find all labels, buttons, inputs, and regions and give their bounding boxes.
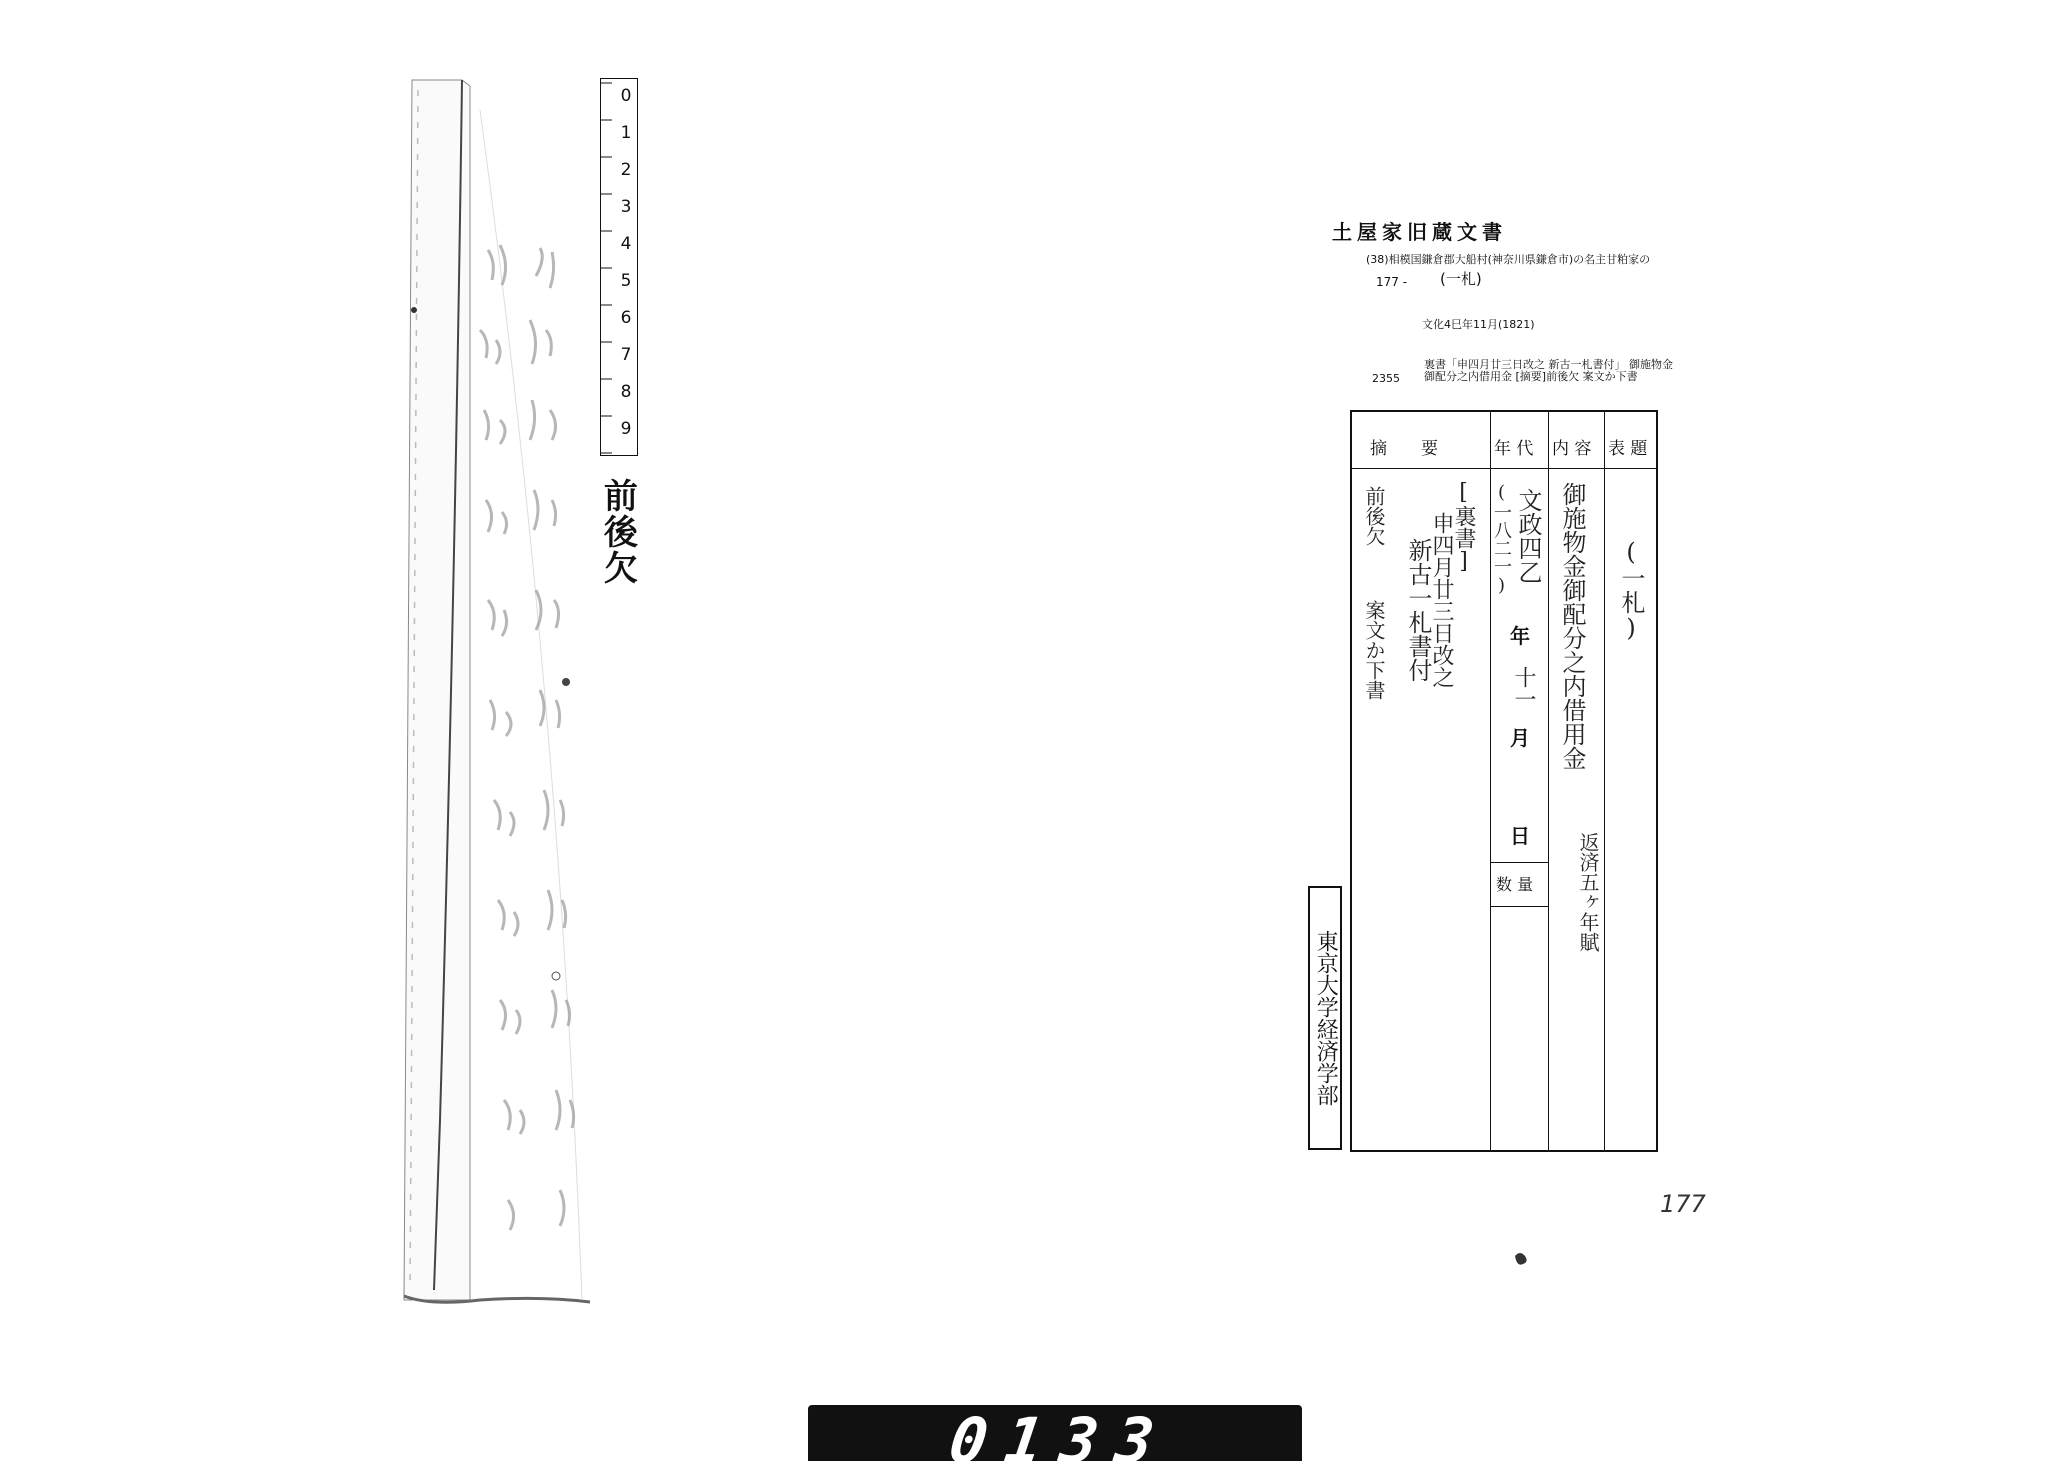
header-quantity: 数 量 bbox=[1496, 875, 1534, 894]
summary-line: 裏書「申四月廿三日改之 新古一札書付」 御施物金 bbox=[1424, 358, 1673, 371]
era-year-western: (一八二一) bbox=[1491, 482, 1512, 596]
scanned-document-strip bbox=[0, 0, 700, 1340]
header-summary: 摘 要 bbox=[1370, 439, 1438, 459]
era-month-label: 月 bbox=[1510, 726, 1530, 750]
summary-cell: 新古一札書付 bbox=[1404, 538, 1432, 682]
ruler-number: 5 bbox=[620, 271, 632, 291]
stamp-text: 東京大学経済学部 bbox=[1313, 930, 1339, 1106]
ruler-number: 2 bbox=[620, 160, 632, 180]
document-number: 177 - bbox=[1376, 275, 1408, 289]
collection-title: 土屋家旧蔵文書 bbox=[1332, 220, 1507, 244]
ruler-number: 9 bbox=[620, 419, 632, 439]
summary-cell: 申四月廿三日改之 bbox=[1429, 512, 1454, 688]
university-stamp bbox=[1308, 886, 1342, 1150]
era-year-label: 年 bbox=[1510, 624, 1530, 648]
ruler-number: 8 bbox=[620, 382, 632, 402]
content-cell: 御施物金御配分之内借用金 bbox=[1558, 482, 1586, 770]
page-number-handwritten: 177 bbox=[1660, 1190, 1706, 1218]
measurement-ruler bbox=[600, 78, 638, 456]
catalog-number: 2355 bbox=[1372, 372, 1400, 385]
era-cell: 文政四乙 bbox=[1514, 488, 1542, 584]
ruler-number: 6 bbox=[620, 308, 632, 328]
missing-label: 前後欠 bbox=[597, 478, 638, 586]
header-era: 年 代 bbox=[1494, 439, 1534, 459]
catalog-card-table bbox=[1350, 410, 1658, 1152]
summary-line: 御配分之内借用金 [摘要]前後欠 案文か下書 bbox=[1424, 370, 1638, 383]
ruler-number: 4 bbox=[620, 234, 632, 254]
collection-subtitle: (38)相模国鎌倉郡大船村(神奈川県鎌倉市)の名主甘粕家の bbox=[1366, 253, 1651, 266]
content-cell-repayment: 返済五ヶ年賦 bbox=[1576, 832, 1600, 952]
ink-blot bbox=[1512, 1250, 1530, 1266]
era-month-number: 十一 bbox=[1511, 666, 1536, 710]
title-cell: (一札) bbox=[1617, 538, 1645, 642]
column-divider bbox=[1604, 412, 1605, 1150]
frame-number: 0133 bbox=[944, 1404, 1177, 1477]
column-divider bbox=[1548, 412, 1549, 1150]
summary-cell: 前後欠 bbox=[1362, 486, 1386, 546]
date-line: 文化4巳年11月(1821) bbox=[1422, 318, 1535, 331]
ruler-number: 1 bbox=[620, 123, 632, 143]
era-day-label: 日 bbox=[1510, 824, 1530, 848]
ruler-number: 0 bbox=[620, 86, 632, 106]
header-content: 内 容 bbox=[1552, 439, 1592, 459]
summary-cell: 案文か下書 bbox=[1362, 600, 1386, 700]
summary-cell: [裏書] bbox=[1451, 480, 1476, 574]
header-divider bbox=[1352, 468, 1656, 469]
unit-label: (一札) bbox=[1440, 270, 1482, 288]
ruler-number: 3 bbox=[620, 197, 632, 217]
quantity-divider bbox=[1490, 906, 1548, 907]
quantity-divider bbox=[1490, 862, 1548, 863]
ruler-number: 7 bbox=[620, 345, 632, 365]
header-title: 表 題 bbox=[1608, 439, 1648, 459]
paper-strip-image bbox=[0, 0, 700, 1340]
